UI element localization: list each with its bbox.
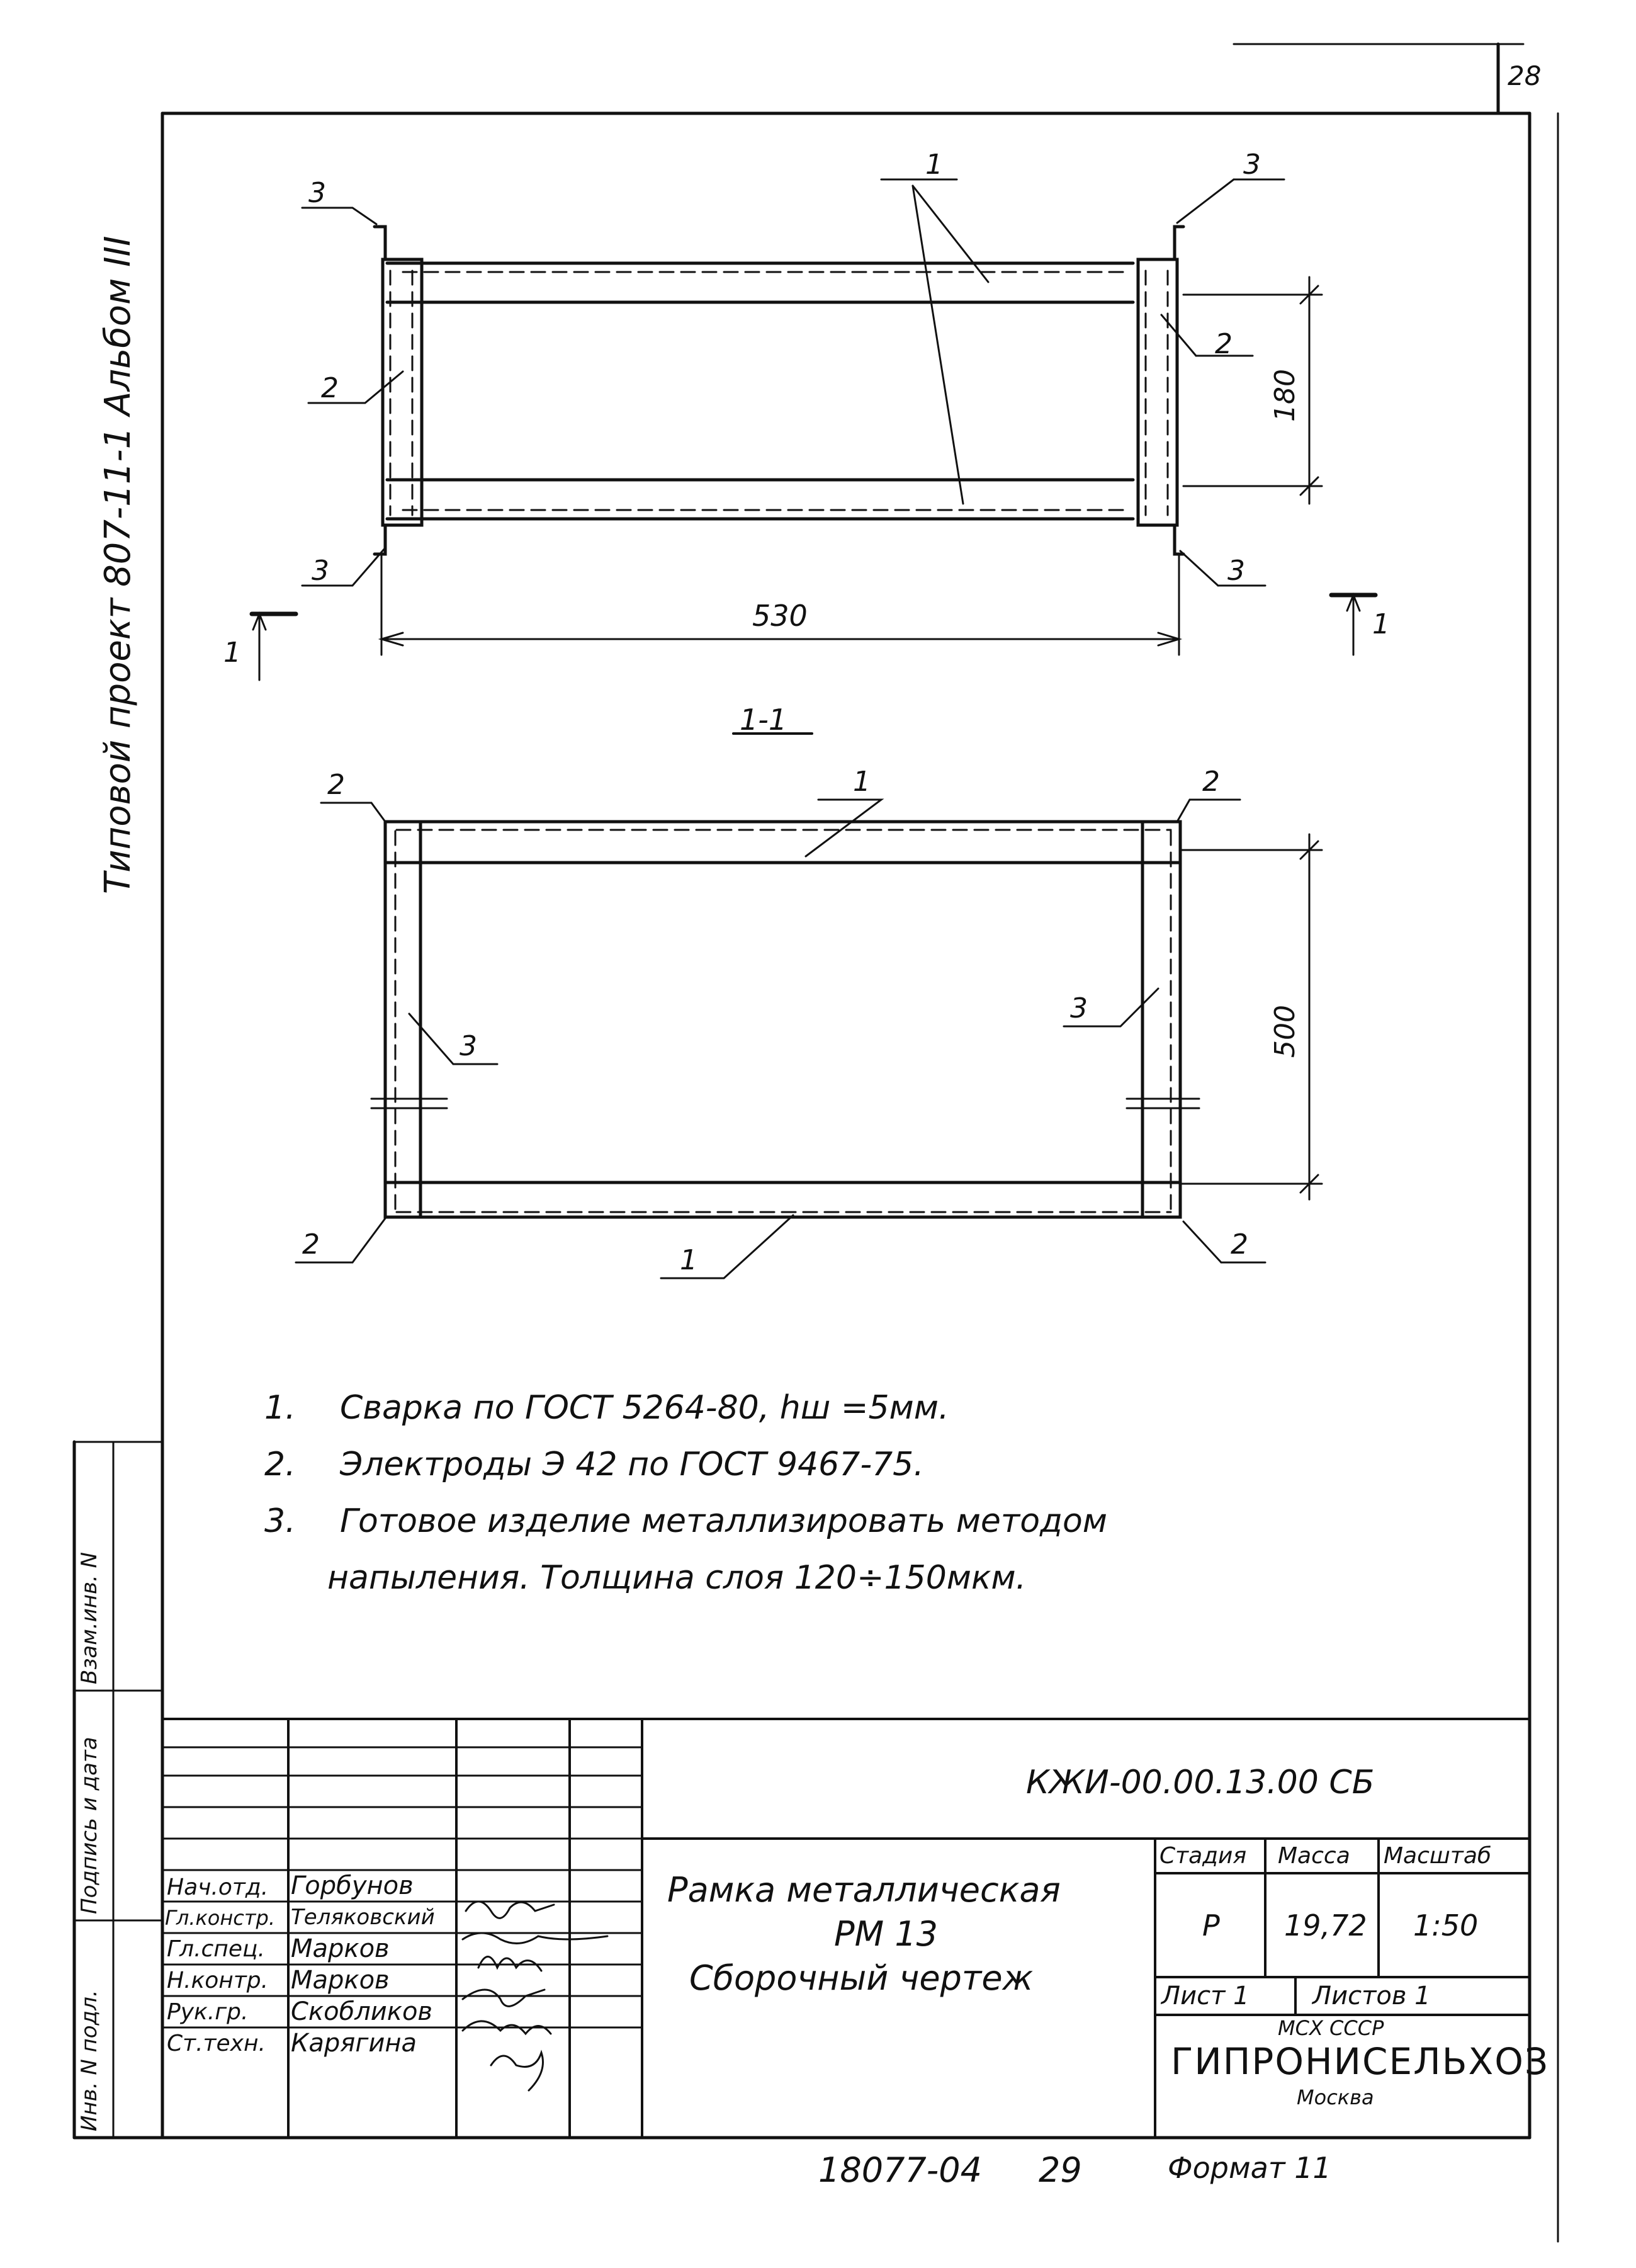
top-view: [252, 179, 1375, 680]
callout-part-3: 3: [308, 177, 326, 209]
person-name: Марков: [291, 1966, 390, 1995]
callout-part-3: 3: [1243, 149, 1261, 181]
title-line-2: РМ 13: [834, 1914, 939, 1954]
callout-part-3: 3: [1070, 992, 1088, 1024]
stamp-vzam-inv: Взам.инв. N: [77, 1551, 102, 1684]
section-marker-left: 1: [223, 637, 241, 669]
note-text: Сварка по ГОСТ 5264-80, hш =5мм.: [340, 1389, 949, 1427]
footer-copy-number: 29: [1039, 2150, 1082, 2190]
callout-part-3: 3: [460, 1030, 477, 1062]
callout-part-2: 2: [327, 769, 345, 801]
dimension-height-section: 500: [1269, 1005, 1301, 1058]
role-label: Гл.спец.: [167, 1936, 265, 1962]
org-city: Москва: [1297, 2085, 1374, 2109]
stamp-inv-podl: Инв. N подл.: [77, 1990, 102, 2131]
title-line-3: Сборочный чертеж: [689, 1958, 1034, 1998]
value-mass: 19,72: [1284, 1908, 1367, 1942]
sheet-number: Лист 1: [1161, 1982, 1250, 2010]
title-line-1: Рамка металлическая: [667, 1870, 1061, 1910]
section-title: 1-1: [740, 703, 787, 737]
org-ministry: МСХ СССР: [1278, 2016, 1384, 2040]
note-number: 2.: [264, 1446, 296, 1483]
document-designation: КЖИ-00.00.13.00 СБ: [1026, 1764, 1375, 1801]
dimension-height-top: 180: [1269, 369, 1301, 422]
footer-format: Формат 11: [1168, 2151, 1331, 2185]
org-name: ГИПРОНИСЕЛЬХОЗ: [1171, 2040, 1550, 2083]
person-name: Марков: [291, 1934, 390, 1963]
callout-part-2: 2: [1231, 1228, 1248, 1261]
value-stage: Р: [1202, 1908, 1220, 1942]
note-text: напыления. Толщина слоя 120÷150мкм.: [327, 1559, 1027, 1597]
callout-part-1: 1: [925, 149, 943, 181]
sheets-total: Листов 1: [1312, 1982, 1431, 2010]
callout-part-2: 2: [321, 372, 339, 404]
footer-order: 18077-04: [818, 2150, 982, 2190]
header-mass: Масса: [1278, 1843, 1350, 1869]
section-view: [296, 734, 1322, 1278]
stamp-podpis-data: Подпись и дата: [77, 1737, 102, 1914]
person-name: Карягина: [291, 2029, 417, 2058]
callout-part-1: 1: [853, 766, 871, 798]
section-marker-right: 1: [1372, 608, 1390, 640]
person-name: Теляковский: [291, 1905, 435, 1930]
callout-part-1: 1: [680, 1244, 697, 1276]
callout-part-2: 2: [1202, 766, 1220, 798]
role-label: Гл.констр.: [165, 1906, 275, 1930]
callout-part-3: 3: [312, 555, 329, 587]
dimension-length: 530: [752, 599, 808, 633]
callout-part-2: 2: [302, 1228, 320, 1261]
role-label: Нач.отд.: [167, 1874, 269, 1900]
callout-part-2: 2: [1215, 328, 1233, 360]
role-label: Рук.гр.: [167, 1999, 249, 2025]
header-scale: Масштаб: [1384, 1843, 1492, 1869]
callout-part-3: 3: [1227, 555, 1245, 587]
value-scale: 1:50: [1413, 1908, 1479, 1942]
page-number: 28: [1508, 60, 1542, 91]
person-name: Горбунов: [291, 1871, 414, 1900]
person-name: Скобликов: [291, 1997, 432, 2026]
project-side-label: Типовой проект 807-11-1 Альбом III: [98, 235, 138, 894]
note-text: Готовое изделие металлизировать методом: [340, 1502, 1108, 1540]
role-label: Ст.техн.: [167, 2031, 266, 2056]
header-stage: Стадия: [1159, 1843, 1247, 1869]
note-number: 3.: [264, 1502, 296, 1540]
note-text: Электроды Э 42 по ГОСТ 9467-75.: [340, 1446, 924, 1483]
note-number: 1.: [264, 1389, 296, 1427]
role-label: Н.контр.: [167, 1968, 269, 1993]
